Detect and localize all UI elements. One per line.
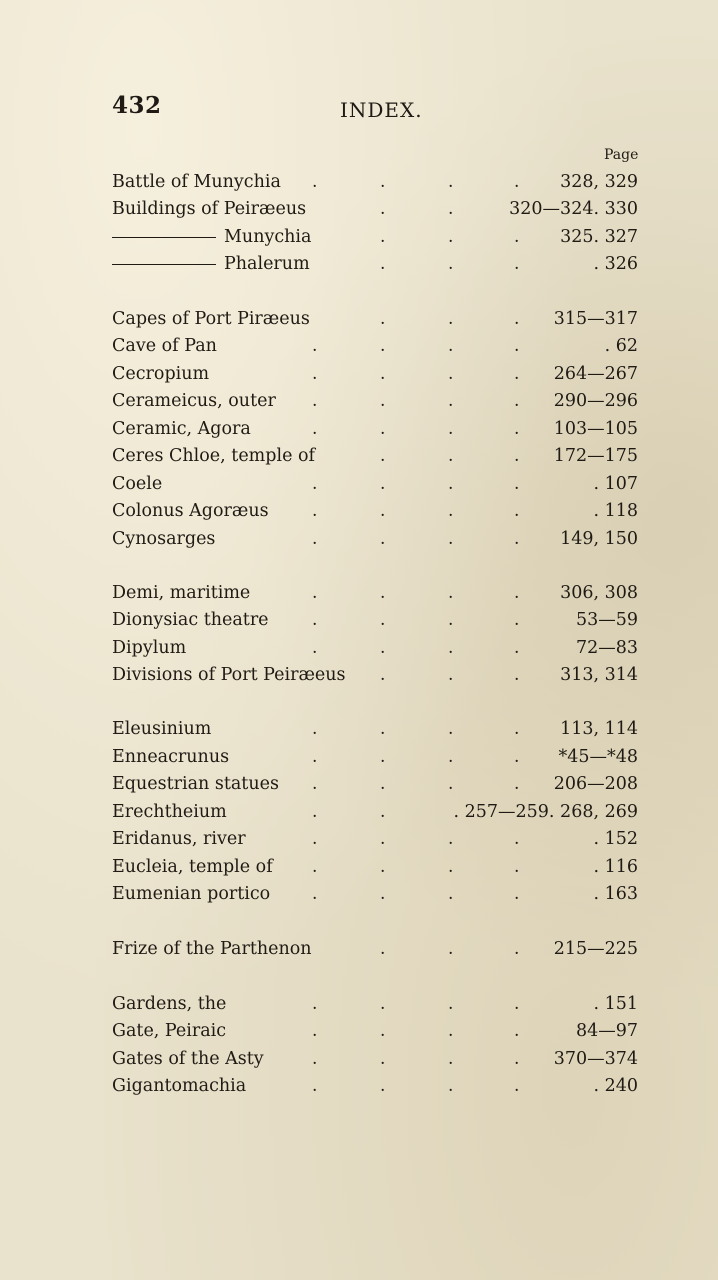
- leader-dot: .: [380, 829, 386, 849]
- leader-dot: .: [448, 857, 454, 877]
- leader-dot: .: [514, 774, 520, 794]
- leader-dot: .: [312, 583, 318, 603]
- leader-dot: .: [312, 802, 318, 822]
- leader-dot: .: [312, 336, 318, 356]
- index-entry: [112, 306, 638, 333]
- index-entry: [112, 471, 638, 498]
- leader-dot: .: [448, 529, 454, 549]
- leader-dot: .: [448, 719, 454, 739]
- entry-term: Cecropium: [112, 364, 210, 384]
- leader-dot: .: [312, 610, 318, 630]
- entry-term: Coele: [112, 474, 163, 494]
- leader-dot: .: [312, 829, 318, 849]
- index-entry: [112, 771, 638, 798]
- leader-dot: .: [514, 829, 520, 849]
- leader-dot: .: [312, 419, 318, 439]
- entry-term: Battle of Munychia: [112, 172, 281, 192]
- entry-term: Capes of Port Piræeus: [112, 309, 310, 329]
- leader-dot: .: [514, 529, 520, 549]
- index-entry: [112, 799, 638, 826]
- entry-pages: 370—374: [553, 1049, 638, 1069]
- leader-dot: .: [312, 501, 318, 521]
- leader-dot: .: [380, 994, 386, 1014]
- entry-term: Dionysiac theatre: [112, 610, 269, 630]
- leader-dot: .: [312, 391, 318, 411]
- entry-pages: 172—175: [553, 446, 638, 466]
- leader-dot: .: [380, 172, 386, 192]
- leader-dot: .: [448, 583, 454, 603]
- entry-pages: . 62: [604, 336, 638, 356]
- leader-dot: .: [514, 583, 520, 603]
- leader-dot: .: [312, 474, 318, 494]
- index-entry: [112, 716, 638, 743]
- leader-dot: .: [380, 939, 386, 959]
- leader-dot: .: [380, 802, 386, 822]
- leader-dot: .: [312, 1049, 318, 1069]
- leader-dot: .: [312, 529, 318, 549]
- leader-dot: .: [380, 610, 386, 630]
- index-entry: [112, 744, 638, 771]
- leader-dot: .: [312, 1076, 318, 1096]
- entry-term: Ceres Chloe, temple of: [112, 446, 316, 466]
- entry-term: Cerameicus, outer: [112, 391, 276, 411]
- leader-dot: .: [448, 747, 454, 767]
- leader-dot: .: [514, 501, 520, 521]
- leader-dot: .: [312, 1021, 318, 1041]
- index-entry: [112, 251, 638, 278]
- entry-term: Gardens, the: [112, 994, 227, 1014]
- entry-term: Phalerum: [224, 254, 310, 274]
- index-entry: [112, 388, 638, 415]
- leader-dot: .: [514, 309, 520, 329]
- entry-term: Gate, Peiraic: [112, 1021, 227, 1041]
- leader-dot: .: [514, 665, 520, 685]
- page-column-label: Page: [604, 147, 639, 163]
- leader-dot: .: [380, 227, 386, 247]
- entry-pages: *45—*48: [558, 747, 638, 767]
- leader-dot: .: [312, 172, 318, 192]
- leader-dot: .: [380, 774, 386, 794]
- entry-term: Enneacrunus: [112, 747, 230, 767]
- leader-dot: .: [448, 1021, 454, 1041]
- entry-term: Erechtheium: [112, 802, 227, 822]
- leader-dot: .: [514, 747, 520, 767]
- index-entry: [112, 854, 638, 881]
- leader-dot: .: [448, 638, 454, 658]
- index-entry: [112, 826, 638, 853]
- leader-dot: .: [448, 391, 454, 411]
- leader-dot: .: [380, 254, 386, 274]
- leader-dot: .: [514, 336, 520, 356]
- leader-dot: .: [514, 364, 520, 384]
- index-entry: [112, 881, 638, 908]
- index-entry: [112, 224, 638, 251]
- leader-dot: .: [448, 665, 454, 685]
- entry-term: Demi, maritime: [112, 583, 251, 603]
- index-entry: [112, 169, 638, 196]
- entry-term: Gigantomachia: [112, 1076, 247, 1096]
- leader-dot: .: [514, 884, 520, 904]
- entry-pages: 313, 314: [560, 665, 638, 685]
- index-entry: [112, 416, 638, 443]
- index-entry: [112, 635, 638, 662]
- leader-dot: .: [448, 364, 454, 384]
- entry-pages: . 257—259. 268, 269: [453, 802, 638, 822]
- entry-term: Frize of the Parthenon: [112, 939, 312, 959]
- entry-term: Eucleia, temple of: [112, 857, 273, 877]
- leader-dot: .: [448, 172, 454, 192]
- index-entry: [112, 991, 638, 1018]
- leader-dot: .: [380, 583, 386, 603]
- entry-pages: 328, 329: [560, 172, 638, 192]
- leader-dot: .: [448, 884, 454, 904]
- leader-dot: .: [448, 829, 454, 849]
- leader-dot: .: [380, 719, 386, 739]
- leader-dot: .: [448, 774, 454, 794]
- entry-pages: . 163: [593, 884, 638, 904]
- entry-pages: 149, 150: [560, 529, 638, 549]
- entry-term: Colonus Agoræus: [112, 501, 269, 521]
- ditto-rule: [112, 237, 216, 238]
- index-entry: [112, 526, 638, 553]
- leader-dot: .: [312, 747, 318, 767]
- entry-pages: 53—59: [575, 610, 638, 630]
- leader-dot: .: [312, 638, 318, 658]
- leader-dot: .: [380, 1021, 386, 1041]
- entry-term: Cave of Pan: [112, 336, 217, 356]
- leader-dot: .: [380, 501, 386, 521]
- entry-pages: . 107: [593, 474, 638, 494]
- leader-dot: .: [312, 774, 318, 794]
- entry-pages: 84—97: [575, 1021, 638, 1041]
- index-entry: [112, 498, 638, 525]
- leader-dot: .: [448, 474, 454, 494]
- leader-dot: .: [448, 994, 454, 1014]
- index-entry: [112, 1046, 638, 1073]
- entry-pages: 320—324. 330: [509, 199, 638, 219]
- leader-dot: .: [380, 391, 386, 411]
- index-entry: [112, 936, 638, 963]
- index-entry: [112, 196, 638, 223]
- entry-pages: 290—296: [553, 391, 638, 411]
- index-entry: [112, 607, 638, 634]
- leader-dot: .: [448, 1076, 454, 1096]
- leader-dot: .: [448, 446, 454, 466]
- leader-dot: .: [448, 501, 454, 521]
- entry-pages: . 152: [593, 829, 638, 849]
- leader-dot: .: [380, 857, 386, 877]
- leader-dot: .: [312, 857, 318, 877]
- leader-dot: .: [514, 1049, 520, 1069]
- entry-term: Divisions of Port Peiræeus: [112, 665, 346, 685]
- index-entry: [112, 662, 638, 689]
- leader-dot: .: [514, 419, 520, 439]
- leader-dot: .: [448, 1049, 454, 1069]
- leader-dot: .: [380, 364, 386, 384]
- leader-dot: .: [514, 227, 520, 247]
- leader-dot: .: [380, 309, 386, 329]
- leader-dot: .: [514, 857, 520, 877]
- running-head: INDEX.: [340, 98, 423, 122]
- index-entry: [112, 443, 638, 470]
- leader-dot: .: [380, 1049, 386, 1069]
- leader-dot: .: [448, 254, 454, 274]
- entry-pages: 306, 308: [560, 583, 638, 603]
- leader-dot: .: [448, 939, 454, 959]
- entry-term: Eumenian portico: [112, 884, 271, 904]
- leader-dot: .: [514, 719, 520, 739]
- leader-dot: .: [380, 638, 386, 658]
- entry-pages: . 116: [593, 857, 638, 877]
- leader-dot: .: [380, 336, 386, 356]
- entry-pages: 206—208: [553, 774, 638, 794]
- leader-dot: .: [448, 199, 454, 219]
- leader-dot: .: [514, 172, 520, 192]
- leader-dot: .: [312, 994, 318, 1014]
- index-entry: [112, 1018, 638, 1045]
- entry-term: Equestrian statues: [112, 774, 279, 794]
- leader-dot: .: [380, 529, 386, 549]
- entry-pages: 113, 114: [560, 719, 638, 739]
- leader-dot: .: [380, 747, 386, 767]
- entry-term: Buildings of Peiræeus: [112, 199, 307, 219]
- ditto-rule: [112, 264, 216, 265]
- entry-pages: . 118: [593, 501, 638, 521]
- entry-term: Cynosarges: [112, 529, 216, 549]
- leader-dot: .: [312, 719, 318, 739]
- leader-dot: .: [312, 884, 318, 904]
- leader-dot: .: [514, 1021, 520, 1041]
- leader-dot: .: [380, 1076, 386, 1096]
- leader-dot: .: [312, 364, 318, 384]
- entry-term: Munychia: [224, 227, 312, 247]
- leader-dot: .: [380, 665, 386, 685]
- leader-dot: .: [514, 939, 520, 959]
- leader-dot: .: [514, 391, 520, 411]
- entry-term: Eleusinium: [112, 719, 212, 739]
- entry-pages: 215—225: [553, 939, 638, 959]
- leader-dot: .: [380, 446, 386, 466]
- leader-dot: .: [380, 199, 386, 219]
- leader-dot: .: [514, 474, 520, 494]
- entry-pages: . 326: [593, 254, 638, 274]
- entry-term: Ceramic, Agora: [112, 419, 251, 439]
- entry-pages: 264—267: [553, 364, 638, 384]
- entry-pages: 325. 327: [560, 227, 638, 247]
- leader-dot: .: [514, 638, 520, 658]
- entry-term: Dipylum: [112, 638, 187, 658]
- leader-dot: .: [380, 474, 386, 494]
- index-entry: [112, 1073, 638, 1100]
- leader-dot: .: [448, 309, 454, 329]
- entry-term: Eridanus, river: [112, 829, 246, 849]
- entry-pages: 72—83: [575, 638, 638, 658]
- entry-pages: 103—105: [553, 419, 638, 439]
- leader-dot: .: [514, 254, 520, 274]
- index-entry: [112, 333, 638, 360]
- entry-pages: . 151: [593, 994, 638, 1014]
- leader-dot: .: [448, 610, 454, 630]
- entry-pages: . 240: [593, 1076, 638, 1096]
- leader-dot: .: [448, 419, 454, 439]
- leader-dot: .: [448, 336, 454, 356]
- index-entry: [112, 361, 638, 388]
- page-number: 432: [112, 92, 162, 119]
- entry-pages: 315—317: [553, 309, 638, 329]
- leader-dot: .: [514, 610, 520, 630]
- leader-dot: .: [514, 994, 520, 1014]
- entry-term: Gates of the Asty: [112, 1049, 264, 1069]
- leader-dot: .: [380, 884, 386, 904]
- leader-dot: .: [448, 227, 454, 247]
- leader-dot: .: [514, 1076, 520, 1096]
- index-entry: [112, 580, 638, 607]
- leader-dot: .: [514, 446, 520, 466]
- leader-dot: .: [380, 419, 386, 439]
